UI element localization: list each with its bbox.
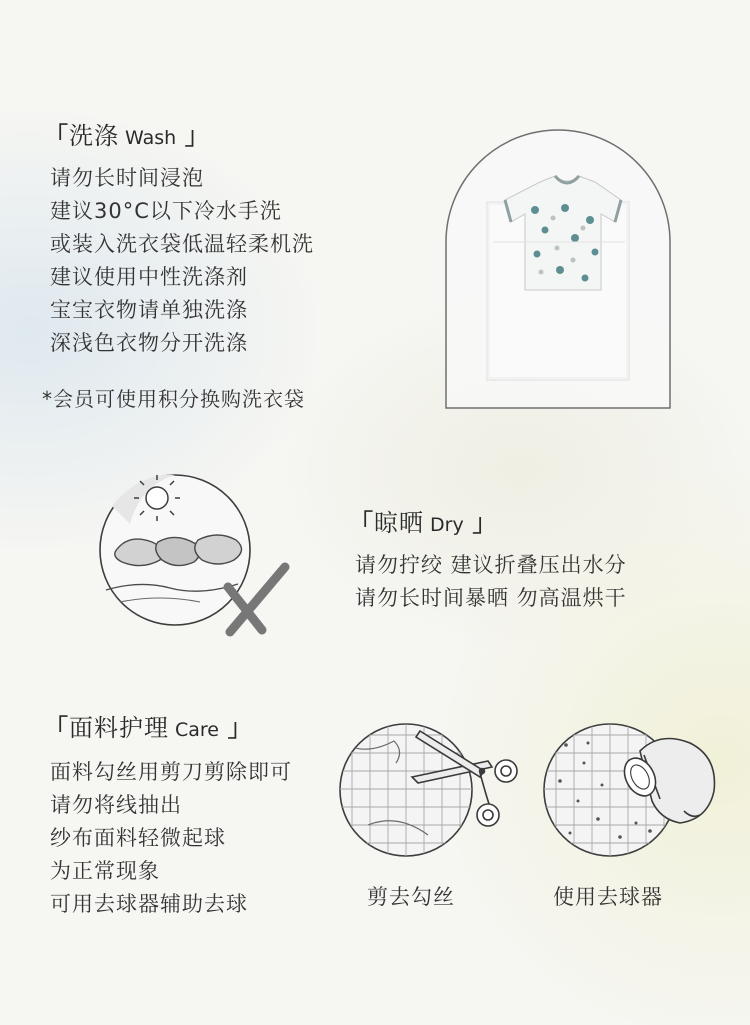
caption-use-lint-remover: 使用去球器 [553, 885, 663, 909]
dry-title: 「晾晒 Dry 」 [349, 509, 498, 537]
wash-line: 建议使用中性洗涤剂 [50, 265, 248, 289]
caption-cut-snags: 剪去勾丝 [367, 885, 455, 909]
wash-instructions [50, 162, 314, 360]
wash-title: 「洗涤 Wash 」 [44, 122, 210, 150]
wash-line: 深浅色衣物分开洗涤 [50, 331, 248, 355]
care-line: 为正常现象 [50, 859, 160, 883]
wash-line: 宝宝衣物请单独洗涤 [50, 298, 248, 322]
laundry-bag-illustration [445, 130, 671, 410]
drying-illustration [100, 462, 295, 642]
wash-title-en: Wash [125, 127, 177, 149]
lint-remover-illustration [540, 715, 725, 865]
care-line: 面料勾丝用剪刀剪除即可 [50, 760, 292, 784]
care-line: 可用去球器辅助去球 [50, 892, 248, 916]
dry-line: 请勿拧绞 建议折叠压出水分 [355, 553, 627, 577]
care-line: 纱布面料轻微起球 [50, 826, 226, 850]
dry-instructions [355, 549, 627, 615]
wash-title-cn: 洗涤 [69, 122, 119, 150]
wash-line: 请勿长时间浸泡 [50, 166, 204, 190]
scissors-illustration [338, 715, 523, 865]
wash-note: *会员可使用积分换购洗衣袋 [42, 387, 305, 411]
care-title-en: Care [175, 719, 219, 741]
wash-line: 或装入洗衣袋低温轻柔机洗 [50, 232, 314, 256]
wash-line: 建议30°C以下冷水手洗 [50, 199, 282, 223]
care-line: 请勿将线抽出 [50, 793, 182, 817]
care-title: 「面料护理 Care 」 [44, 714, 253, 742]
dry-title-cn: 晾晒 [374, 509, 424, 537]
care-instructions [50, 756, 292, 921]
care-title-cn: 面料护理 [69, 714, 169, 742]
dry-line: 请勿长时间暴晒 勿高温烘干 [355, 586, 627, 610]
dry-title-en: Dry [430, 514, 464, 536]
